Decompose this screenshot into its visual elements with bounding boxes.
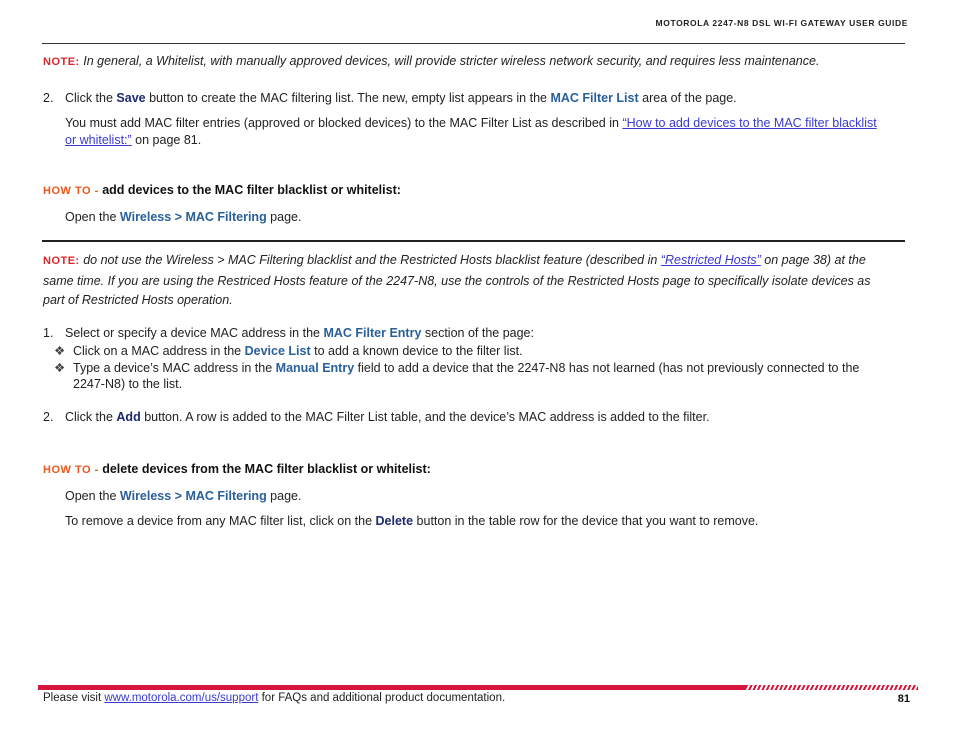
bullet-text: field to add a device that the 2247-N8 has not learned (has not previously connected to the	[354, 361, 860, 375]
footer-bar	[38, 685, 746, 690]
step-2-save	[43, 91, 737, 105]
footer-text	[43, 692, 505, 704]
step-number: 2.	[43, 410, 54, 424]
note-text: part of Restricted Hosts operation.	[43, 293, 233, 307]
mac-filter-entry-ref: MAC Filter Entry	[323, 326, 422, 340]
open-text: Open the	[65, 210, 120, 224]
note-text: on page 38) at the	[760, 253, 866, 267]
note-1	[43, 54, 819, 68]
note-2	[43, 251, 908, 311]
open-text: page.	[266, 210, 302, 224]
add-step-1	[43, 326, 534, 340]
note-text: do not use the Wireless > MAC Filtering blacklist and the Restricted Hosts blacklist feature (described in	[83, 253, 661, 267]
howto-add-open	[65, 210, 301, 224]
howto-title: delete devices from the MAC filter blacklist or whitelist:	[102, 462, 431, 476]
step-text: area of the page.	[638, 91, 737, 105]
howto-title: add devices to the MAC filter blacklist or whitelist:	[102, 183, 401, 197]
step-text: Select or specify a device MAC address in the	[65, 326, 324, 340]
header-rule	[42, 43, 905, 44]
diamond-bullet-icon: ❖	[54, 344, 66, 358]
note-text: same time. If you are using the Restriced Hosts feature of the 2247-N8, use the controls of the Restricted Hosts page to specifically isolate devices as	[43, 273, 871, 288]
detail-text: on page 81.	[131, 133, 202, 147]
how-to-add-link-cont[interactable]: or whitelist:”	[65, 133, 132, 147]
step-number: 1.	[43, 326, 54, 340]
page-number: 81	[897, 693, 910, 705]
howto-delete-remove	[65, 514, 758, 528]
wireless-mac-filtering-ref: Wireless > MAC Filtering	[119, 210, 267, 224]
support-link[interactable]: www.motorola.com/us/support	[104, 692, 259, 704]
howto-add-heading	[43, 183, 401, 197]
bullet-manual-entry	[54, 360, 859, 375]
note-2-rule	[42, 240, 905, 242]
device-list-ref: Device List	[244, 344, 311, 358]
remove-text: To remove a device from any MAC filter list, click on the	[65, 514, 376, 528]
step-text: Click the	[65, 91, 117, 105]
step-text: button. A row is added to the MAC Filter List table, and the device’s MAC address is added to the filter.	[140, 410, 710, 424]
header-title: MOTOROLA 2247-N8 DSL WI-FI GATEWAY USER GUIDE	[655, 18, 908, 28]
wireless-mac-filtering-ref: Wireless > MAC Filtering	[119, 489, 267, 503]
bullet-device-list	[54, 343, 523, 358]
howto-label: HOW TO -	[43, 185, 99, 197]
note-text: In general, a Whitelist, with manually approved devices, will provide stricter wireless network security, and requires less maintenance.	[83, 54, 820, 68]
how-to-add-link[interactable]: “How to add devices to the MAC filter blacklist	[622, 116, 877, 130]
note-label: NOTE:	[43, 56, 80, 68]
footer-text-part: Please visit	[43, 692, 105, 704]
note-label: NOTE:	[43, 255, 80, 267]
add-step-2	[43, 410, 710, 424]
mac-filter-list-ref: MAC Filter List	[550, 91, 639, 105]
bullet-text: to add a known device to the filter list.	[310, 344, 523, 358]
open-text: page.	[266, 489, 302, 503]
step-text: button to create the MAC filtering list. The new, empty list appears in the	[145, 91, 551, 105]
bullet-manual-entry-cont: 2247-N8) to the list.	[73, 377, 183, 391]
manual-entry-ref: Manual Entry	[275, 361, 355, 375]
save-button-ref: Save	[116, 91, 146, 105]
step-text: Click the	[65, 410, 117, 424]
step-text: section of the page:	[421, 326, 534, 340]
footer-hatch	[746, 685, 918, 690]
howto-delete-heading	[43, 462, 431, 476]
remove-text: button in the table row for the device that you want to remove.	[413, 514, 759, 528]
diamond-bullet-icon: ❖	[54, 361, 66, 375]
footer-text-part: for FAQs and additional product documentation.	[258, 692, 506, 704]
add-button-ref: Add	[116, 410, 141, 424]
open-text: Open the	[65, 489, 120, 503]
bullet-text: Click on a MAC address in the	[73, 344, 245, 358]
step-number: 2.	[43, 91, 54, 105]
bullet-text: Type a device’s MAC address in the	[73, 361, 276, 375]
delete-button-ref: Delete	[375, 514, 414, 528]
step-2-detail	[65, 115, 915, 149]
howto-label: HOW TO -	[43, 464, 99, 476]
detail-text: You must add MAC filter entries (approved or blocked devices) to the MAC Filter List as described in	[65, 116, 623, 130]
restricted-hosts-link[interactable]: “Restricted Hosts”	[660, 253, 761, 267]
howto-delete-open	[65, 489, 301, 503]
